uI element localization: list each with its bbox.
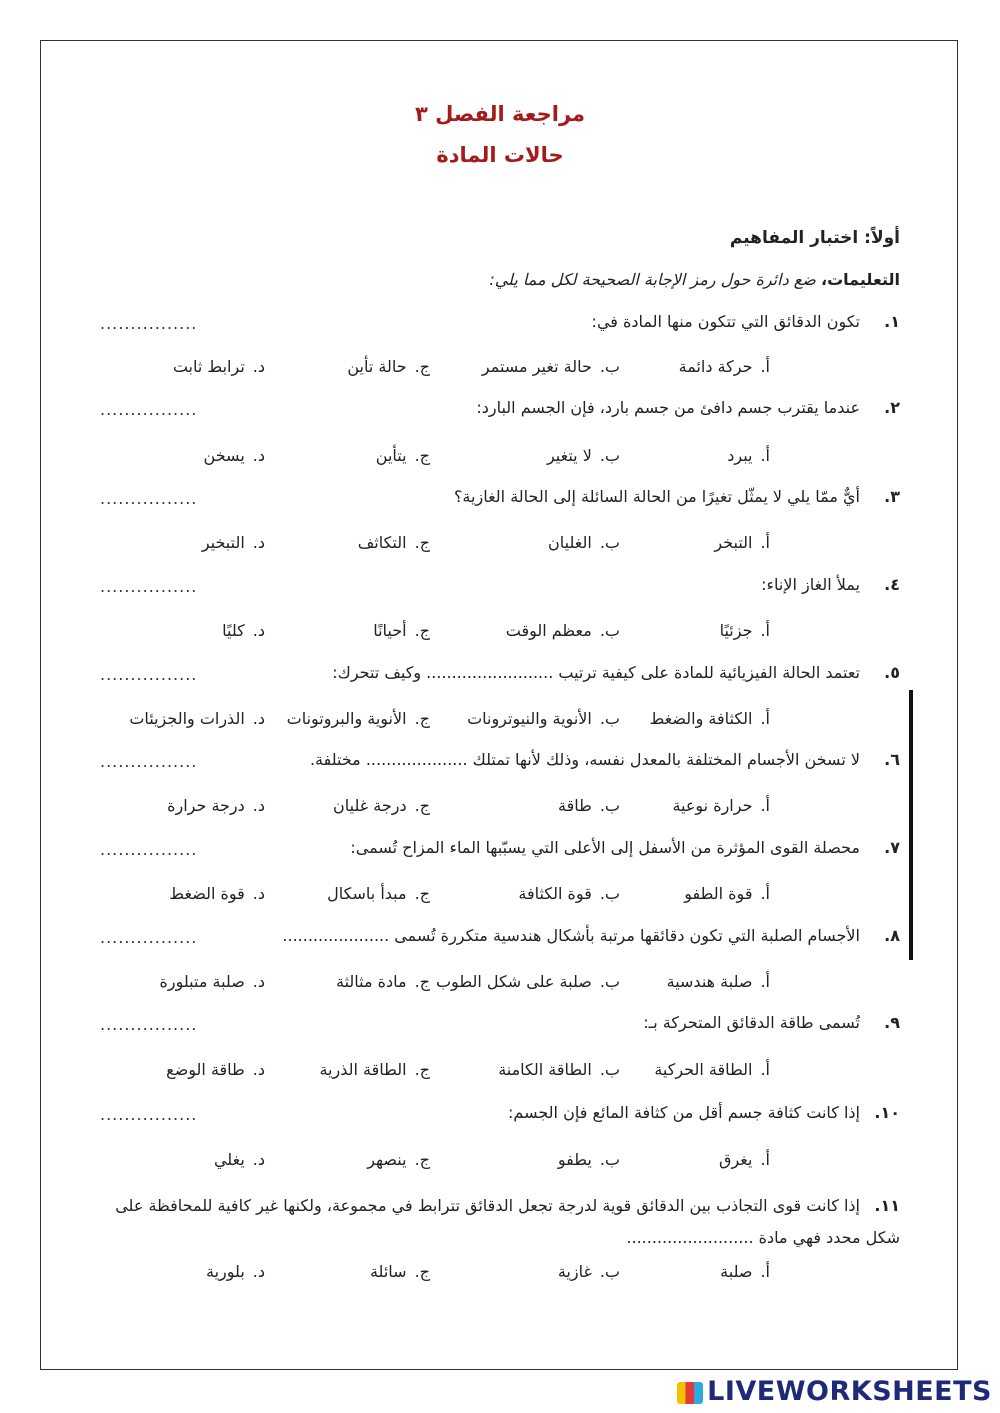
question-5 xyxy=(100,663,900,693)
option-d[interactable] xyxy=(206,1262,265,1281)
option-letter: أ. xyxy=(760,796,770,815)
option-letter: ج. xyxy=(414,796,430,815)
option-letter: ب. xyxy=(599,357,620,376)
option-text: حالة تأين xyxy=(347,357,407,376)
answer-blank[interactable]: ................ xyxy=(100,489,198,508)
option-text: بلورية xyxy=(206,1262,245,1281)
page-title: مراجعة الفصل ٣ xyxy=(414,102,586,126)
question-text: تكون الدقائق التي تتكون منها المادة في: xyxy=(591,312,860,331)
option-text: غازية xyxy=(557,1262,592,1281)
option-a[interactable] xyxy=(672,796,770,815)
option-letter: د. xyxy=(252,796,265,815)
question-text: الأجسام الصلبة التي تكون دقائقها مرتبة بأشكال هندسية متكررة تُسمى ..................... xyxy=(282,926,860,945)
option-text: الغليان xyxy=(548,533,592,552)
option-letter: أ. xyxy=(760,1060,770,1079)
option-c[interactable] xyxy=(336,972,430,991)
option-letter: أ. xyxy=(760,709,770,728)
option-text: حركة دائمة xyxy=(678,357,753,376)
option-letter: د. xyxy=(252,1150,265,1169)
option-a[interactable] xyxy=(720,621,770,640)
option-letter: أ. xyxy=(760,446,770,465)
question-7 xyxy=(100,838,900,868)
question-text: إذا كانت قوى التجاذب بين الدقائق قوية لدرجة تجعل الدقائق تترابط في مجموعة، ولكنها غير كافية للمحافظة على شكل محدد فهي مادة ......................... xyxy=(115,1196,900,1247)
option-text: قوة الضغط xyxy=(169,884,245,903)
option-letter: ج. xyxy=(414,884,430,903)
option-c[interactable] xyxy=(367,1150,430,1169)
option-letter: ج. xyxy=(414,533,430,552)
option-letter: د. xyxy=(252,357,265,376)
margin-bar xyxy=(909,690,913,960)
question-number: ٢. xyxy=(884,398,900,417)
option-text: معظم الوقت xyxy=(505,621,592,640)
instructions-label: التعليمات، xyxy=(820,270,900,289)
question-text: يملأ الغاز الإناء: xyxy=(761,575,860,594)
answer-blank[interactable]: ................ xyxy=(100,1015,198,1034)
answer-blank[interactable]: ................ xyxy=(100,314,198,333)
option-text: قوة الطفو xyxy=(684,884,753,903)
option-text: صلبة هندسية xyxy=(666,972,753,991)
option-text: درجة غليان xyxy=(333,796,407,815)
option-c[interactable] xyxy=(287,709,430,728)
question-2 xyxy=(100,398,900,428)
option-letter: ج. xyxy=(414,1060,430,1079)
question-number: ٨. xyxy=(884,926,900,945)
option-letter: ب. xyxy=(599,446,620,465)
section-title: أولاً: اختبار المفاهيم xyxy=(729,228,900,248)
question-3 xyxy=(100,487,900,517)
option-letter: د. xyxy=(252,709,265,728)
option-d[interactable] xyxy=(173,357,265,376)
option-d[interactable] xyxy=(129,709,265,728)
option-letter: د. xyxy=(252,1262,265,1281)
option-c[interactable] xyxy=(333,796,430,815)
option-text: ينصهر xyxy=(367,1150,407,1169)
question-number: ٧. xyxy=(884,838,900,857)
option-text: طاقة xyxy=(558,796,592,815)
option-letter: ب. xyxy=(599,884,620,903)
option-d[interactable] xyxy=(204,446,265,465)
option-a[interactable] xyxy=(649,709,770,728)
option-text: حالة تغير مستمر xyxy=(481,357,592,376)
option-text: ترابط ثابت xyxy=(172,357,245,376)
option-text: أحيانًا xyxy=(373,621,407,640)
question-text: لا تسخن الأجسام المختلفة بالمعدل نفسه، وذلك لأنها تمتلك .................... مختلفة. xyxy=(309,750,860,769)
option-text: يتأين xyxy=(375,446,407,465)
option-a[interactable] xyxy=(719,1150,770,1169)
option-letter: ب. xyxy=(599,796,620,815)
option-a[interactable] xyxy=(679,357,770,376)
question-text: محصلة القوى المؤثرة من الأسفل إلى الأعلى التي يسبّبها الماء المزاح تُسمى: xyxy=(350,838,860,857)
option-text: الطاقة الكامنة xyxy=(498,1060,592,1079)
option-b[interactable] xyxy=(506,621,620,640)
option-text: لا يتغير xyxy=(546,446,592,465)
question-number: ١. xyxy=(884,312,900,331)
option-text: يبرد xyxy=(727,446,753,465)
option-d[interactable] xyxy=(202,533,265,552)
option-b[interactable] xyxy=(467,709,620,728)
option-text: الكثافة والضغط xyxy=(649,709,753,728)
question-4 xyxy=(100,575,900,605)
option-letter: ب. xyxy=(599,1150,620,1169)
page-subtitle: حالات المادة xyxy=(436,143,564,167)
option-a[interactable] xyxy=(667,972,770,991)
option-text: الأنوية والبروتونات xyxy=(286,709,407,728)
option-text: التبخر xyxy=(714,533,753,552)
option-letter: ج. xyxy=(414,1262,430,1281)
option-b[interactable] xyxy=(436,972,620,991)
option-letter: ب. xyxy=(599,1060,620,1079)
option-letter: د. xyxy=(252,1060,265,1079)
option-letter: ب. xyxy=(599,972,620,991)
option-text: يغرق xyxy=(719,1150,753,1169)
question-text: إذا كانت كثافة جسم أقل من كثافة المائع فإن الجسم: xyxy=(508,1103,860,1122)
answer-blank[interactable]: ................ xyxy=(100,840,198,859)
option-c[interactable] xyxy=(370,1262,430,1281)
question-6 xyxy=(100,750,900,780)
option-text: يطفو xyxy=(557,1150,592,1169)
option-letter: ج. xyxy=(414,709,430,728)
option-letter: أ. xyxy=(760,972,770,991)
option-letter: ج. xyxy=(414,446,430,465)
question-number: ١٠. xyxy=(874,1103,900,1122)
question-number: ٤. xyxy=(884,575,900,594)
option-text: حرارة نوعية xyxy=(672,796,753,815)
answer-blank[interactable]: ................ xyxy=(100,577,198,596)
option-text: صلبة على شكل الطوب xyxy=(435,972,592,991)
answer-blank[interactable]: ................ xyxy=(100,665,198,684)
answer-blank[interactable]: ................ xyxy=(100,928,198,947)
option-d[interactable] xyxy=(160,972,266,991)
option-letter: د. xyxy=(252,884,265,903)
option-a[interactable] xyxy=(720,1262,770,1281)
option-letter: أ. xyxy=(760,357,770,376)
option-text: سائلة xyxy=(369,1262,407,1281)
option-letter: ج. xyxy=(414,357,430,376)
option-d[interactable] xyxy=(169,884,265,903)
option-b[interactable] xyxy=(547,446,620,465)
option-c[interactable] xyxy=(376,446,430,465)
option-text: قوة الكثافة xyxy=(518,884,592,903)
option-c[interactable] xyxy=(319,1060,430,1079)
option-letter: أ. xyxy=(760,1150,770,1169)
option-c[interactable] xyxy=(347,357,430,376)
option-letter: أ. xyxy=(760,1262,770,1281)
option-b[interactable] xyxy=(498,1060,620,1079)
option-b[interactable] xyxy=(518,884,620,903)
question-text: عندما يقترب جسم دافئ من جسم بارد، فإن الجسم البارد: xyxy=(476,398,860,417)
option-a[interactable] xyxy=(727,446,770,465)
option-a[interactable] xyxy=(684,884,770,903)
option-letter: ب. xyxy=(599,709,620,728)
instructions-text: ضع دائرة حول رمز الإجابة الصحيحة لكل مما يلي: xyxy=(489,270,816,289)
option-text: الأنوية والنيوترونات xyxy=(467,709,592,728)
option-letter: ب. xyxy=(599,621,620,640)
option-a[interactable] xyxy=(714,533,770,552)
option-letter: ج. xyxy=(414,972,430,991)
option-text: كليًا xyxy=(222,621,245,640)
option-letter: د. xyxy=(252,621,265,640)
option-text: مبدأ باسكال xyxy=(327,884,407,903)
question-number: ٩. xyxy=(884,1013,900,1032)
option-text: طاقة الوضع xyxy=(166,1060,245,1079)
answer-blank[interactable]: ................ xyxy=(100,400,198,419)
option-letter: د. xyxy=(252,972,265,991)
option-b[interactable] xyxy=(558,796,620,815)
option-letter: ب. xyxy=(599,1262,620,1281)
option-d[interactable] xyxy=(166,1060,265,1079)
option-letter: ب. xyxy=(599,533,620,552)
option-b[interactable] xyxy=(558,1150,620,1169)
option-text: جزئيًا xyxy=(719,621,753,640)
option-letter: د. xyxy=(252,446,265,465)
option-text: الذرات والجزيئات xyxy=(129,709,245,728)
option-letter: أ. xyxy=(760,884,770,903)
question-number: ١١. xyxy=(874,1196,900,1215)
option-b[interactable] xyxy=(548,533,620,552)
option-c[interactable] xyxy=(358,533,430,552)
option-text: التكاثف xyxy=(357,533,407,552)
option-text: يغلي xyxy=(213,1150,245,1169)
option-c[interactable] xyxy=(373,621,430,640)
question-text: تُسمى طاقة الدقائق المتحركة بـ: xyxy=(643,1013,860,1032)
option-letter: ج. xyxy=(414,1150,430,1169)
question-11 xyxy=(100,1190,900,1254)
option-letter: أ. xyxy=(760,533,770,552)
liveworksheets-logo xyxy=(677,1376,992,1407)
option-text: التبخير xyxy=(201,533,245,552)
logo-icon xyxy=(677,1382,703,1404)
option-a[interactable] xyxy=(654,1060,770,1079)
option-letter: د. xyxy=(252,533,265,552)
option-text: يسخن xyxy=(203,446,245,465)
option-b[interactable] xyxy=(558,1262,620,1281)
option-text: الطاقة الحركية xyxy=(654,1060,753,1079)
question-number: ٣. xyxy=(884,487,900,506)
option-text: الطاقة الذرية xyxy=(319,1060,407,1079)
option-c[interactable] xyxy=(327,884,430,903)
question-10 xyxy=(100,1103,900,1133)
question-8 xyxy=(100,926,900,956)
logo-text: LIVEWORKSHEETS xyxy=(707,1376,992,1407)
option-text: صلبة متبلورة xyxy=(159,972,245,991)
option-d[interactable] xyxy=(214,1150,265,1169)
question-text: تعتمد الحالة الفيزيائية للمادة على كيفية ترتيب ......................... وكيف تتحرك: xyxy=(332,663,860,682)
answer-blank[interactable]: ................ xyxy=(100,752,198,771)
question-1 xyxy=(100,312,900,342)
question-number: ٥. xyxy=(884,663,900,682)
option-letter: ج. xyxy=(414,621,430,640)
option-text: صلبة xyxy=(720,1262,753,1281)
option-text: درجة حرارة xyxy=(167,796,245,815)
question-number: ٦. xyxy=(884,750,900,769)
question-9 xyxy=(100,1013,900,1043)
answer-blank[interactable]: ................ xyxy=(100,1105,198,1124)
option-d[interactable] xyxy=(167,796,265,815)
question-text: أيٌّ ممّا يلي لا يمثّل تغيرًا من الحالة السائلة إلى الحالة الغازية؟ xyxy=(453,487,860,506)
option-text: مادة مثالثة xyxy=(335,972,407,991)
option-d[interactable] xyxy=(222,621,265,640)
option-b[interactable] xyxy=(482,357,620,376)
option-letter: أ. xyxy=(760,621,770,640)
instructions xyxy=(489,270,900,289)
